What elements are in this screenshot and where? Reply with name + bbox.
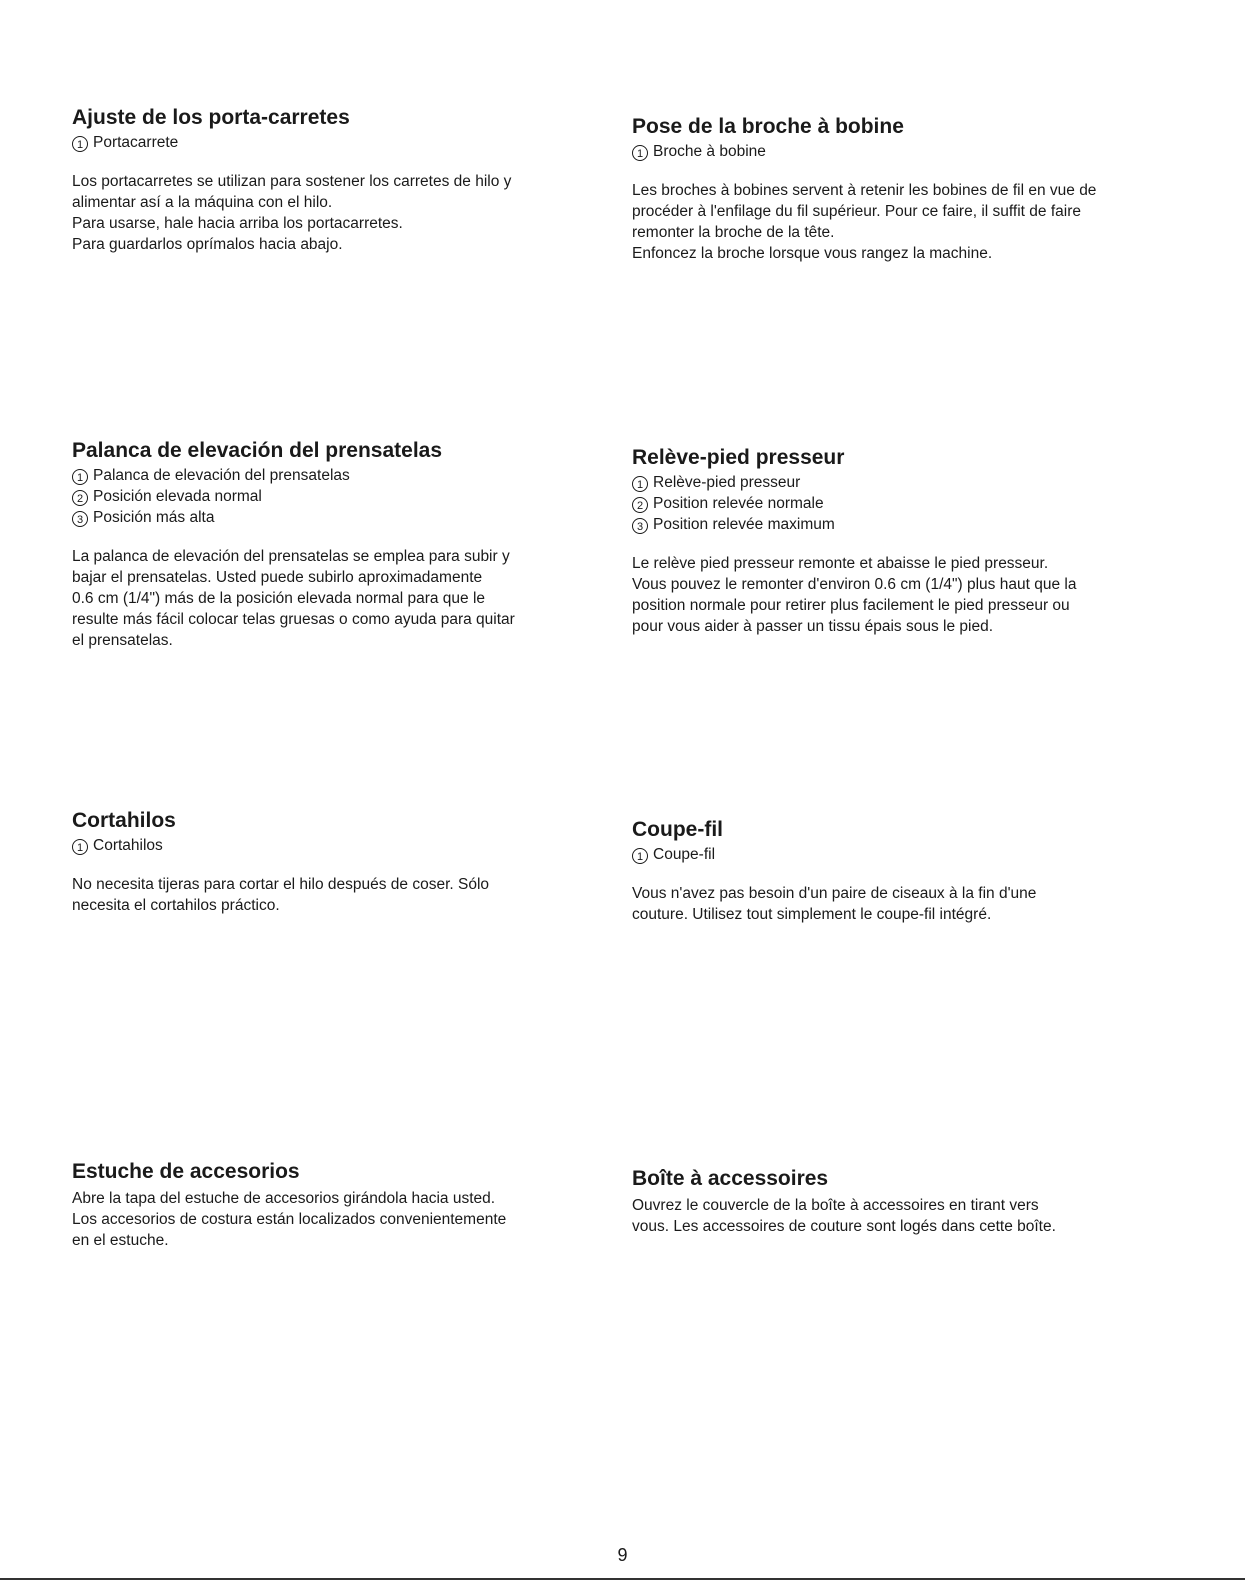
section-body bbox=[632, 883, 1172, 925]
paragraph-line: Les broches à bobines servent à retenir les bobines de fil en vue de bbox=[632, 182, 1097, 199]
section-title: Boîte à accessoires bbox=[632, 1167, 829, 1190]
section-body bbox=[72, 546, 612, 651]
item-label: Palanca de elevación del prensatelas bbox=[93, 467, 350, 484]
paragraph-line: remonter la broche de la tête. bbox=[632, 224, 835, 241]
section-spool-pins-es bbox=[72, 106, 612, 255]
item-label: Broche à bobine bbox=[653, 143, 766, 160]
paragraph-line: alimentar así a la máquina con el hilo. bbox=[72, 194, 333, 211]
paragraph-line: La palanca de elevación del prensatelas se emplea para subir y bbox=[72, 548, 510, 565]
paragraph-line: Vous n'avez pas besoin d'un paire de ciseaux à la fin d'une bbox=[632, 885, 1037, 902]
section-presser-lifter-es bbox=[72, 439, 612, 651]
item-list bbox=[72, 132, 612, 153]
callout-number: 3 bbox=[72, 511, 88, 527]
item-list bbox=[72, 465, 612, 528]
paragraph-line: resulte más fácil colocar telas gruesas o como ayuda para quitar bbox=[72, 611, 515, 628]
paragraph-line: No necesita tijeras para cortar el hilo después de coser. Sólo bbox=[72, 876, 490, 893]
callout-number: 2 bbox=[632, 497, 648, 513]
section-body bbox=[72, 171, 612, 255]
section-body bbox=[632, 180, 1172, 264]
list-item bbox=[72, 486, 612, 507]
paragraph-line: bajar el prensatelas. Usted puede subirlo aproximadamente bbox=[72, 569, 483, 586]
item-label: Posición elevada normal bbox=[93, 488, 262, 505]
section-accessory-box-fr bbox=[632, 1167, 1172, 1237]
section-title: Palanca de elevación del prensatelas bbox=[72, 439, 443, 462]
paragraph-line: procéder à l'enfilage du fil supérieur. Pour ce faire, il suffit de faire bbox=[632, 203, 1081, 220]
paragraph-line: vous. Les accessoires de couture sont logés dans cette boîte. bbox=[632, 1218, 1056, 1235]
list-item bbox=[72, 465, 612, 486]
item-label: Posición más alta bbox=[93, 509, 215, 526]
list-item bbox=[632, 141, 1172, 162]
section-body bbox=[72, 1188, 612, 1251]
list-item bbox=[632, 493, 1172, 514]
section-body bbox=[632, 553, 1172, 637]
section-title: Cortahilos bbox=[72, 809, 176, 832]
item-label: Coupe-fil bbox=[653, 846, 716, 863]
section-title: Relève-pied presseur bbox=[632, 446, 845, 469]
callout-number: 1 bbox=[72, 136, 88, 152]
paragraph-line: Los portacarretes se utilizan para sostener los carretes de hilo y bbox=[72, 173, 512, 190]
section-body bbox=[72, 874, 612, 916]
paragraph-line: 0.6 cm (1/4") más de la posición elevada normal para que le bbox=[72, 590, 486, 607]
paragraph-line: Los accesorios de costura están localizados convenientemente bbox=[72, 1211, 507, 1228]
item-label: Portacarrete bbox=[93, 134, 179, 151]
section-thread-cutter-fr bbox=[632, 818, 1172, 925]
list-item bbox=[632, 844, 1172, 865]
paragraph-line: necesita el cortahilos práctico. bbox=[72, 897, 280, 914]
item-list bbox=[632, 844, 1172, 865]
item-label: Position relevée maximum bbox=[653, 516, 835, 533]
paragraph-line: couture. Utilisez tout simplement le coupe-fil intégré. bbox=[632, 906, 992, 923]
item-list bbox=[632, 141, 1172, 162]
callout-number: 3 bbox=[632, 518, 648, 534]
section-title: Estuche de accesorios bbox=[72, 1160, 300, 1183]
paragraph-line: el prensatelas. bbox=[72, 632, 173, 649]
paragraph-line: Para usarse, hale hacia arriba los portacarretes. bbox=[72, 215, 403, 232]
paragraph-line: Le relève pied presseur remonte et abaisse le pied presseur. bbox=[632, 555, 1049, 572]
paragraph-line: position normale pour retirer plus facilement le pied presseur ou bbox=[632, 597, 1070, 614]
paragraph-line: Enfoncez la broche lorsque vous rangez la machine. bbox=[632, 245, 993, 262]
section-spool-pins-fr bbox=[632, 115, 1172, 264]
item-label: Relève-pied presseur bbox=[653, 474, 801, 491]
paragraph-line: Para guardarlos oprímalos hacia abajo. bbox=[72, 236, 343, 253]
paragraph-line: Ouvrez le couvercle de la boîte à accessoires en tirant vers bbox=[632, 1197, 1039, 1214]
section-thread-cutter-es bbox=[72, 809, 612, 916]
item-label: Position relevée normale bbox=[653, 495, 824, 512]
list-item bbox=[72, 835, 612, 856]
page-number: 9 bbox=[617, 1545, 628, 1565]
bottom-rule bbox=[0, 1578, 1245, 1580]
section-presser-lifter-fr bbox=[632, 446, 1172, 637]
list-item bbox=[72, 132, 612, 153]
item-list bbox=[72, 835, 612, 856]
paragraph-line: Abre la tapa del estuche de accesorios girándola hacia usted. bbox=[72, 1190, 496, 1207]
callout-number: 1 bbox=[72, 469, 88, 485]
list-item bbox=[632, 472, 1172, 493]
callout-number: 1 bbox=[632, 848, 648, 864]
list-item bbox=[72, 507, 612, 528]
callout-number: 1 bbox=[632, 145, 648, 161]
paragraph-line: en el estuche. bbox=[72, 1232, 169, 1249]
list-item bbox=[632, 514, 1172, 535]
paragraph-line: Vous pouvez le remonter d'environ 0.6 cm (1/4") plus haut que la bbox=[632, 576, 1077, 593]
item-label: Cortahilos bbox=[93, 837, 163, 854]
section-title: Coupe-fil bbox=[632, 818, 723, 841]
section-body bbox=[632, 1195, 1172, 1237]
callout-number: 1 bbox=[632, 476, 648, 492]
callout-number: 1 bbox=[72, 839, 88, 855]
section-title: Pose de la broche à bobine bbox=[632, 115, 904, 138]
section-accessory-box-es bbox=[72, 1160, 612, 1251]
item-list bbox=[632, 472, 1172, 535]
callout-number: 2 bbox=[72, 490, 88, 506]
section-title: Ajuste de los porta-carretes bbox=[72, 106, 350, 129]
paragraph-line: pour vous aider à passer un tissu épais sous le pied. bbox=[632, 618, 994, 635]
